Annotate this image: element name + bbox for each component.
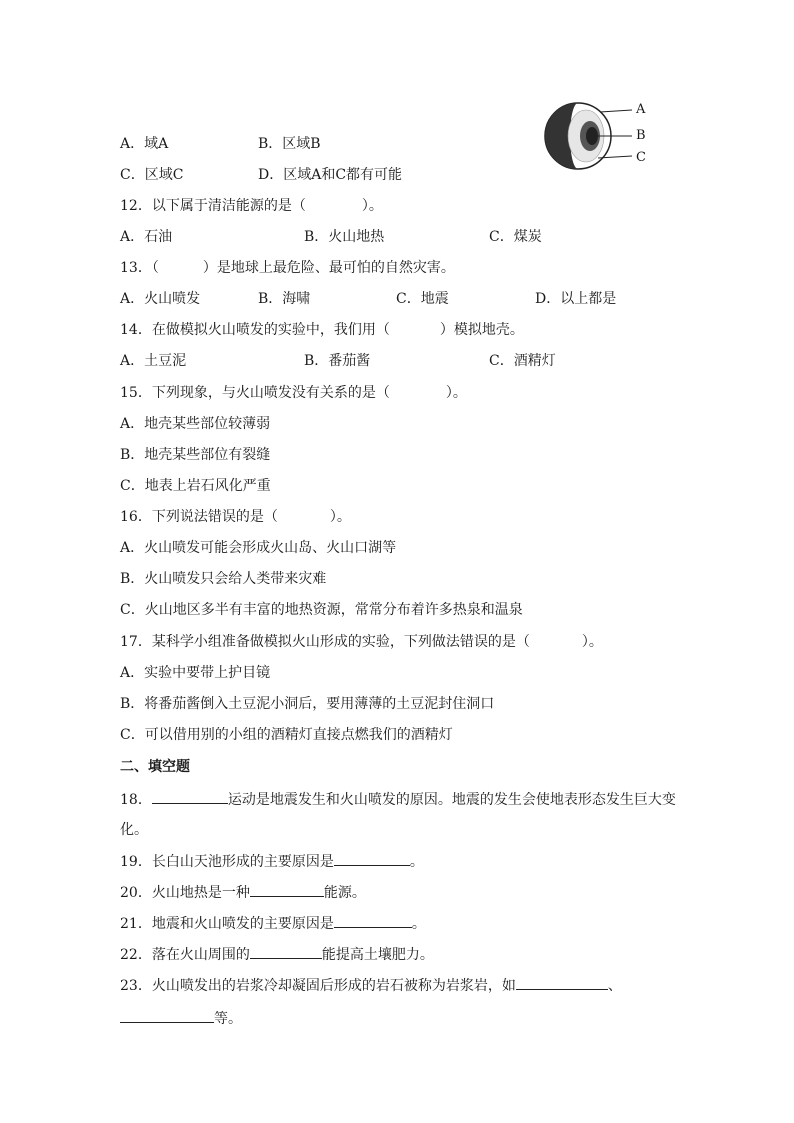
figure-label-c: C: [636, 150, 646, 165]
earth-structure-figure: [540, 98, 650, 174]
q15-option-a: A．地壳某些部位较薄弱: [120, 416, 271, 432]
q11-option-a: A．域A: [120, 136, 169, 152]
q12-option-a: A．石油: [120, 229, 173, 245]
q20-stem: 20．火山地热是一种 能源。: [120, 882, 366, 903]
q21-blank[interactable]: [334, 913, 412, 928]
q15-option-b: B．地壳某些部位有裂缝: [120, 447, 271, 463]
section-title-fill-in: 二、填空题: [120, 759, 190, 775]
q13-option-d: D．以上都是: [535, 291, 617, 307]
q14-stem: 14．在做模拟火山喷发的实验中，我们用（ ）模拟地壳。: [120, 322, 524, 338]
earth-cross-section-icon: [540, 98, 650, 174]
q17-stem: 17．某科学小组准备做模拟火山形成的实验，下列做法错误的是（ ）。: [120, 634, 603, 650]
q17-option-b: B．将番茄酱倒入土豆泥小洞后，要用薄薄的土豆泥封住洞口: [120, 696, 495, 712]
q22-stem: 22．落在火山周围的 能提高土壤肥力。: [120, 944, 434, 965]
q19-stem: 19．长白山天池形成的主要原因是 。: [120, 851, 424, 872]
q23-blank-2[interactable]: [120, 1008, 214, 1023]
q23-stem-line2: 等。: [120, 1008, 242, 1029]
q17-option-c: C．可以借用别的小组的酒精灯直接点燃我们的酒精灯: [120, 727, 453, 743]
q11-option-b: B．区域B: [258, 136, 321, 152]
q14-option-c: C．酒精灯: [489, 353, 556, 369]
q13-option-a: A．火山喷发: [120, 291, 201, 307]
q15-option-c: C．地表上岩石风化严重: [120, 478, 271, 494]
q11-option-d: D．区域A和C都有可能: [258, 167, 403, 183]
q18-blank[interactable]: [152, 789, 228, 804]
q18-stem: 18． 运动是地震发生和火山喷发的原因。地震的发生会使地表形态发生巨大变: [120, 789, 676, 810]
q13-option-c: C．地震: [396, 291, 449, 307]
q18-stem-line2: 化。: [120, 822, 148, 838]
q16-stem: 16．下列说法错误的是（ ）。: [120, 509, 351, 525]
q17-option-a: A．实验中要带上护目镜: [120, 665, 271, 681]
q11-option-c: C．区域C: [120, 167, 184, 183]
q12-option-c: C．煤炭: [489, 229, 542, 245]
figure-label-b: B: [636, 128, 646, 143]
q19-blank[interactable]: [334, 851, 410, 866]
q13-option-b: B．海啸: [258, 291, 311, 307]
q14-option-b: B．番茄酱: [304, 353, 371, 369]
q14-option-a: A．土豆泥: [120, 353, 187, 369]
q12-option-b: B．火山地热: [304, 229, 385, 245]
q12-stem: 12．以下属于清洁能源的是（ ）。: [120, 198, 383, 214]
q13-stem: 13．（ ）是地球上最危险、最可怕的自然灾害。: [120, 260, 455, 276]
q15-stem: 15．下列现象，与火山喷发没有关系的是（ ）。: [120, 385, 467, 401]
q22-blank[interactable]: [250, 944, 322, 959]
q16-option-b: B．火山喷发只会给人类带来灾难: [120, 571, 327, 587]
q21-stem: 21．地震和火山喷发的主要原因是 。: [120, 913, 426, 934]
q16-option-c: C．火山地区多半有丰富的地热资源，常常分布着许多热泉和温泉: [120, 602, 523, 618]
q23-blank-1[interactable]: [516, 975, 608, 990]
q16-option-a: A．火山喷发可能会形成火山岛、火山口湖等: [120, 540, 397, 556]
q20-blank[interactable]: [250, 882, 324, 897]
figure-label-a: A: [636, 102, 646, 117]
q23-stem: 23．火山喷发出的岩浆冷却凝固后形成的岩石被称为岩浆岩，如 、: [120, 975, 622, 996]
